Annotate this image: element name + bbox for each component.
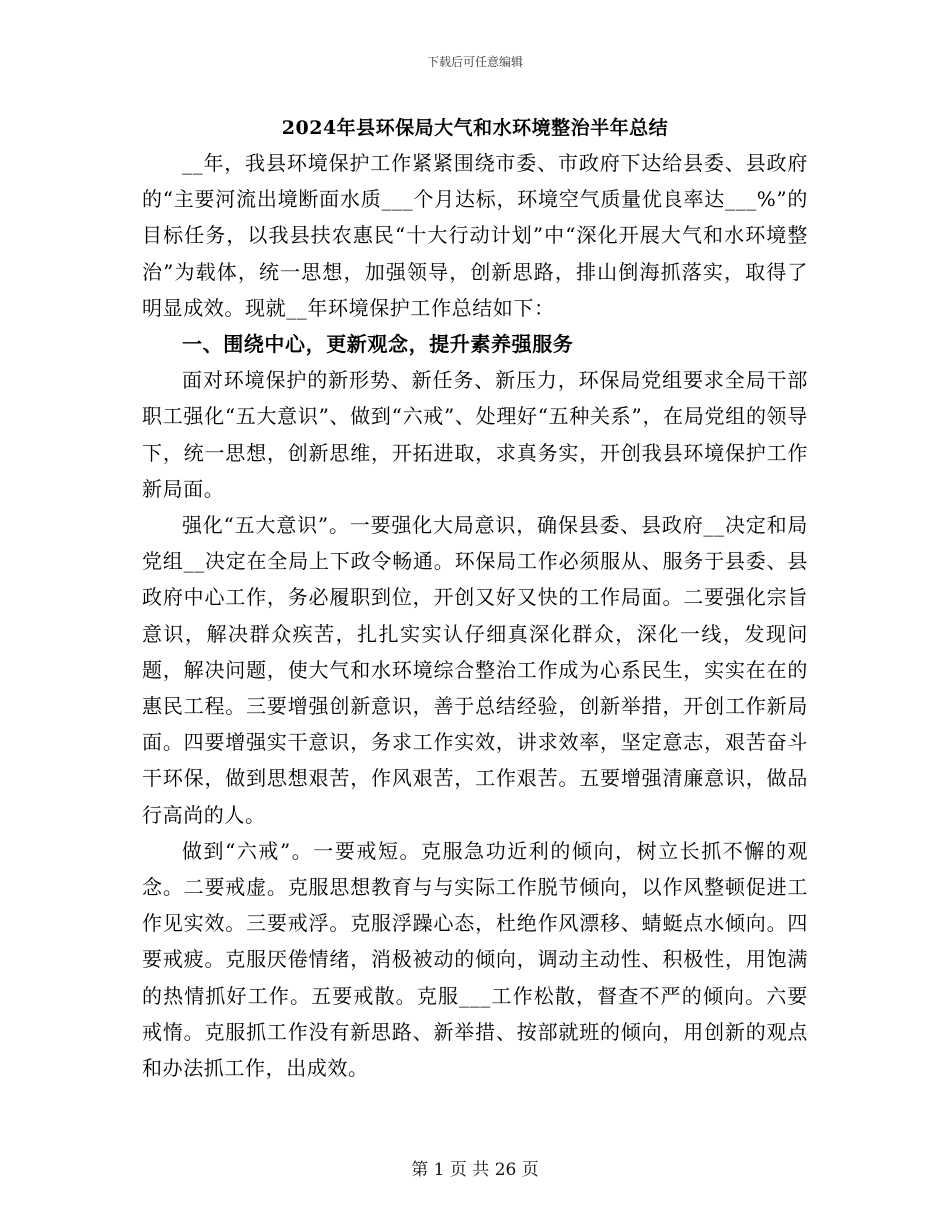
document-body — [142, 111, 808, 1086]
intro-paragraph: __年，我县环境保护工作紧紧围绕市委、市政府下达给县委、县政府的“主要河流出境断面水质___个月达标，环境空气质量优良率达___%”的目标任务，以我县扶农惠民“十大行动计划”中“深化开展大气和水环境整治”为载体，统一思想，加强领导，创新思路，排山倒海抓落实，取得了明显成效。现就__年环境保护工作总结如下： — [142, 151, 808, 320]
section-heading-1: 一、围绕中心，更新观念，提升素养强服务 — [182, 332, 574, 357]
body-paragraph: 面对环境保护的新形势、新任务、新压力，环保局党组要求全局干部职工强化“五大意识”、做到“六戒”、处理好“五种关系”，在局党组的领导下，统一思想，创新思维，开拓进取，求真务实，开创我县环境保护工作新局面。 — [142, 368, 808, 501]
page-indicator: 第 1 页 共 26 页 — [411, 1160, 539, 1180]
body-paragraph: 强化“五大意识”。一要强化大局意识，确保县委、县政府__决定和局党组__决定在全局上下政令畅通。环保局工作必须服从、服务于县委、县政府中心工作，务必履职到位，开创又好又快的工作局面。二要强化宗旨意识，解决群众疾苦，扎扎实实认仔细真深化群众，深化一线，发现问题，解决问题，使大气和水环境综合整治工作成为心系民生，实实在在的惠民工程。三要增强创新意识，善于总结经验，创新举措，开创工作新局面。四要增强实干意识，务求工作实效，讲求效率，坚定意志，艰苦奋斗干环保，做到思想艰苦，作风艰苦，工作艰苦。五要增强清廉意识，做品行高尚的人。 — [142, 513, 808, 827]
body-paragraph: 做到“六戒”。一要戒短。克服急功近利的倾向，树立长抓不懈的观念。二要戒虚。克服思想教育与与实际工作脱节倾向，以作风整顿促进工作见实效。三要戒浮。克服浮躁心态，杜绝作风漂移、蜻蜓点水倾向。四要戒疲。克服厌倦情绪，消极被动的倾向，调动主动性、积极性，用饱满的热情抓好工作。五要戒散。克服___工作松散，督查不严的倾向。六要戒惰。克服抓工作没有新思路、新举措、按部就班的倾向，用创新的观点和办法抓工作，出成效。 — [142, 838, 808, 1081]
header-note: 下载后可任意编辑 — [426, 55, 523, 69]
document-title: 2024年县环保局大气和水环境整治半年总结 — [281, 117, 669, 139]
